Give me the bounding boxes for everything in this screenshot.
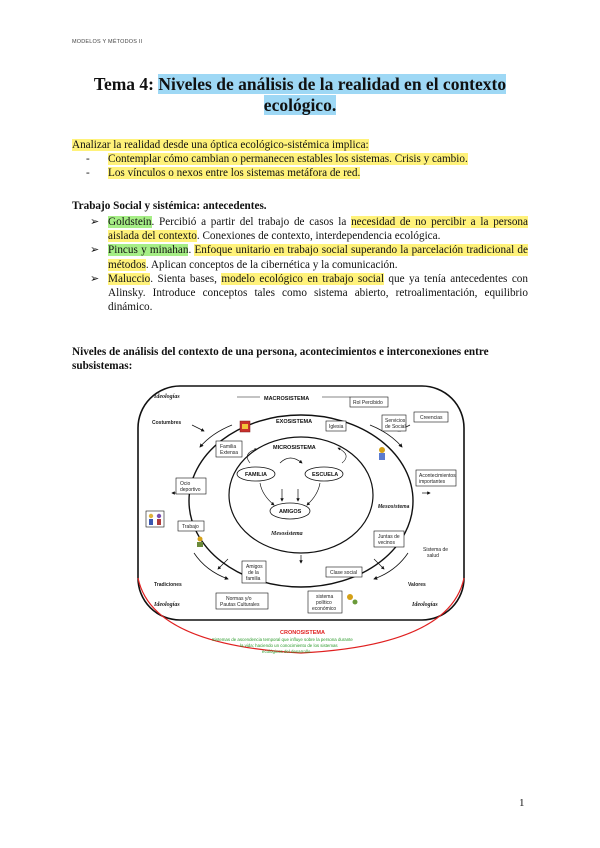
antecedentes-list	[90, 215, 528, 314]
sistema-politico-line2: político	[316, 600, 332, 606]
arrow-bullet-icon: ➢	[90, 244, 100, 257]
costumbres-label: Costumbres	[152, 420, 182, 426]
creencias-label: Creencias	[420, 415, 443, 421]
microsistema-label: MICROSISTEMA	[273, 445, 316, 451]
acontecimientos-line1: Acontecimientos	[419, 473, 456, 479]
ocio-deportivo-line1: Ocio	[180, 481, 191, 487]
valores-label: Valores	[408, 582, 426, 588]
familia-label: FAMILIA	[245, 472, 267, 478]
title-highlight: Niveles de análisis de la realidad en el contexto ecológico.	[158, 74, 507, 115]
trabajo-label: Trabajo	[182, 524, 199, 530]
list-item: - Contemplar cómo cambian o permanecen estables los sistemas. Crisis y cambio.	[86, 153, 468, 165]
ecological-diagram-svg	[132, 383, 470, 668]
dash-marker: -	[86, 153, 90, 165]
ideologias-top-label: Ideologías	[154, 394, 180, 400]
arrow-bullet-icon: ➢	[90, 272, 100, 285]
list-item: - Los vínculos o nexos entre los sistemas metáfora de red.	[86, 167, 361, 179]
title-prefix: Tema 4:	[93, 74, 155, 94]
servicios-sociales-line1: Servicios	[385, 418, 406, 424]
familia-extensa-line2: Extensa	[220, 450, 239, 456]
amigos-familia-line3: familia	[246, 576, 261, 582]
ideologias-br-label: Ideologías	[412, 602, 438, 608]
list-item: ➢ Maluccio. Sienta bases, modelo ecológico en trabajo social que ya tenía antecedentes con Alinsky. Introduce conceptos tales como sistema abierto, retroalimentación, equilibrio dinámico.	[90, 272, 528, 314]
arrow-bullet-icon: ➢	[90, 216, 100, 228]
page-number: 1	[519, 797, 525, 809]
list-item: ➢ Goldstein. Percibió a partir del trabajo de casos la necesidad de no percibir a la persona aislada del contexto. Conexiones de contexto, interdependencia ecológica.	[90, 216, 528, 243]
dash-marker: -	[86, 167, 90, 179]
ecological-diagram	[132, 383, 470, 668]
servicios-sociales-line2: de Social	[385, 424, 406, 430]
normas-line1: Normas y/o	[226, 596, 252, 602]
juntas-vecinos-line2: vecinos	[378, 540, 395, 546]
escuela-label: ESCUELA	[312, 472, 339, 478]
normas-line2: Pautas Culturales	[220, 602, 260, 608]
ring-caption-right: Mesosistema	[378, 504, 410, 510]
intro-paragraph	[72, 138, 528, 152]
sistema-politico-line1: sistema	[316, 594, 334, 600]
familia-extensa-line1: Familia	[220, 444, 237, 450]
ideologias-bl-label: Ideologías	[154, 602, 180, 608]
exosistema-label: EXOSISTEMA	[276, 419, 313, 425]
section-heading-antecedentes: Trabajo Social y sistémica: antecedentes.	[72, 200, 267, 212]
tradiciones-label: Tradiciones	[154, 582, 182, 588]
acontecimientos-line2: importantes	[419, 479, 446, 485]
mesosistema-label: Mesosistema	[271, 531, 303, 537]
clase-social-label: Clase social	[330, 570, 357, 576]
macrosistema-label: MACROSISTEMA	[264, 396, 310, 402]
people-illustration-icon	[146, 511, 164, 527]
coat-of-arms-icon	[240, 421, 250, 432]
juntas-vecinos-line1: Juntas de	[378, 534, 400, 540]
cronosistema-label: CRONOSISTEMA	[280, 630, 325, 636]
small-figure-icon	[379, 447, 385, 460]
sistema-salud-line1: Sistema de	[423, 547, 449, 553]
iglesia-label: Iglesia	[329, 424, 344, 430]
cronosistema-line1: Sistemas de ascendencia temporal que influye sobre la persona durante	[212, 637, 353, 642]
ocio-deportivo-line2: deportivo	[180, 487, 201, 493]
list-item: ➢ Pincus y minahan. Enfoque unitario en trabajo social superando la parcelación tradicional de métodos. Aplican conceptos de la cibernética y la comunicación.	[90, 244, 528, 271]
cronosistema-line2: la vida; haciendo un conocimiento de los sistemas	[240, 643, 338, 648]
intro-list	[86, 152, 526, 180]
page-title	[72, 74, 528, 116]
sistema-politico-line3: económico	[312, 606, 337, 612]
amigos-familia-line1: Amigos	[246, 564, 263, 570]
amigos-label: AMIGOS	[279, 509, 302, 515]
section-heading-niveles: Niveles de análisis del contexto de una persona, acontecimientos e interconexiones entre subsistemas:	[72, 346, 489, 372]
amigos-familia-line2: de la	[248, 570, 259, 576]
cronosistema-line3: ecológicos del desarrollo.	[262, 649, 312, 654]
rol-percibido-label: Rol Percibido	[353, 400, 383, 406]
sistema-salud-line2: salud	[427, 553, 439, 559]
intro-text: Analizar la realidad desde una óptica ecológico-sistémica implica:	[72, 139, 369, 151]
running-header: MODELOS Y MÉTODOS II	[72, 39, 143, 45]
